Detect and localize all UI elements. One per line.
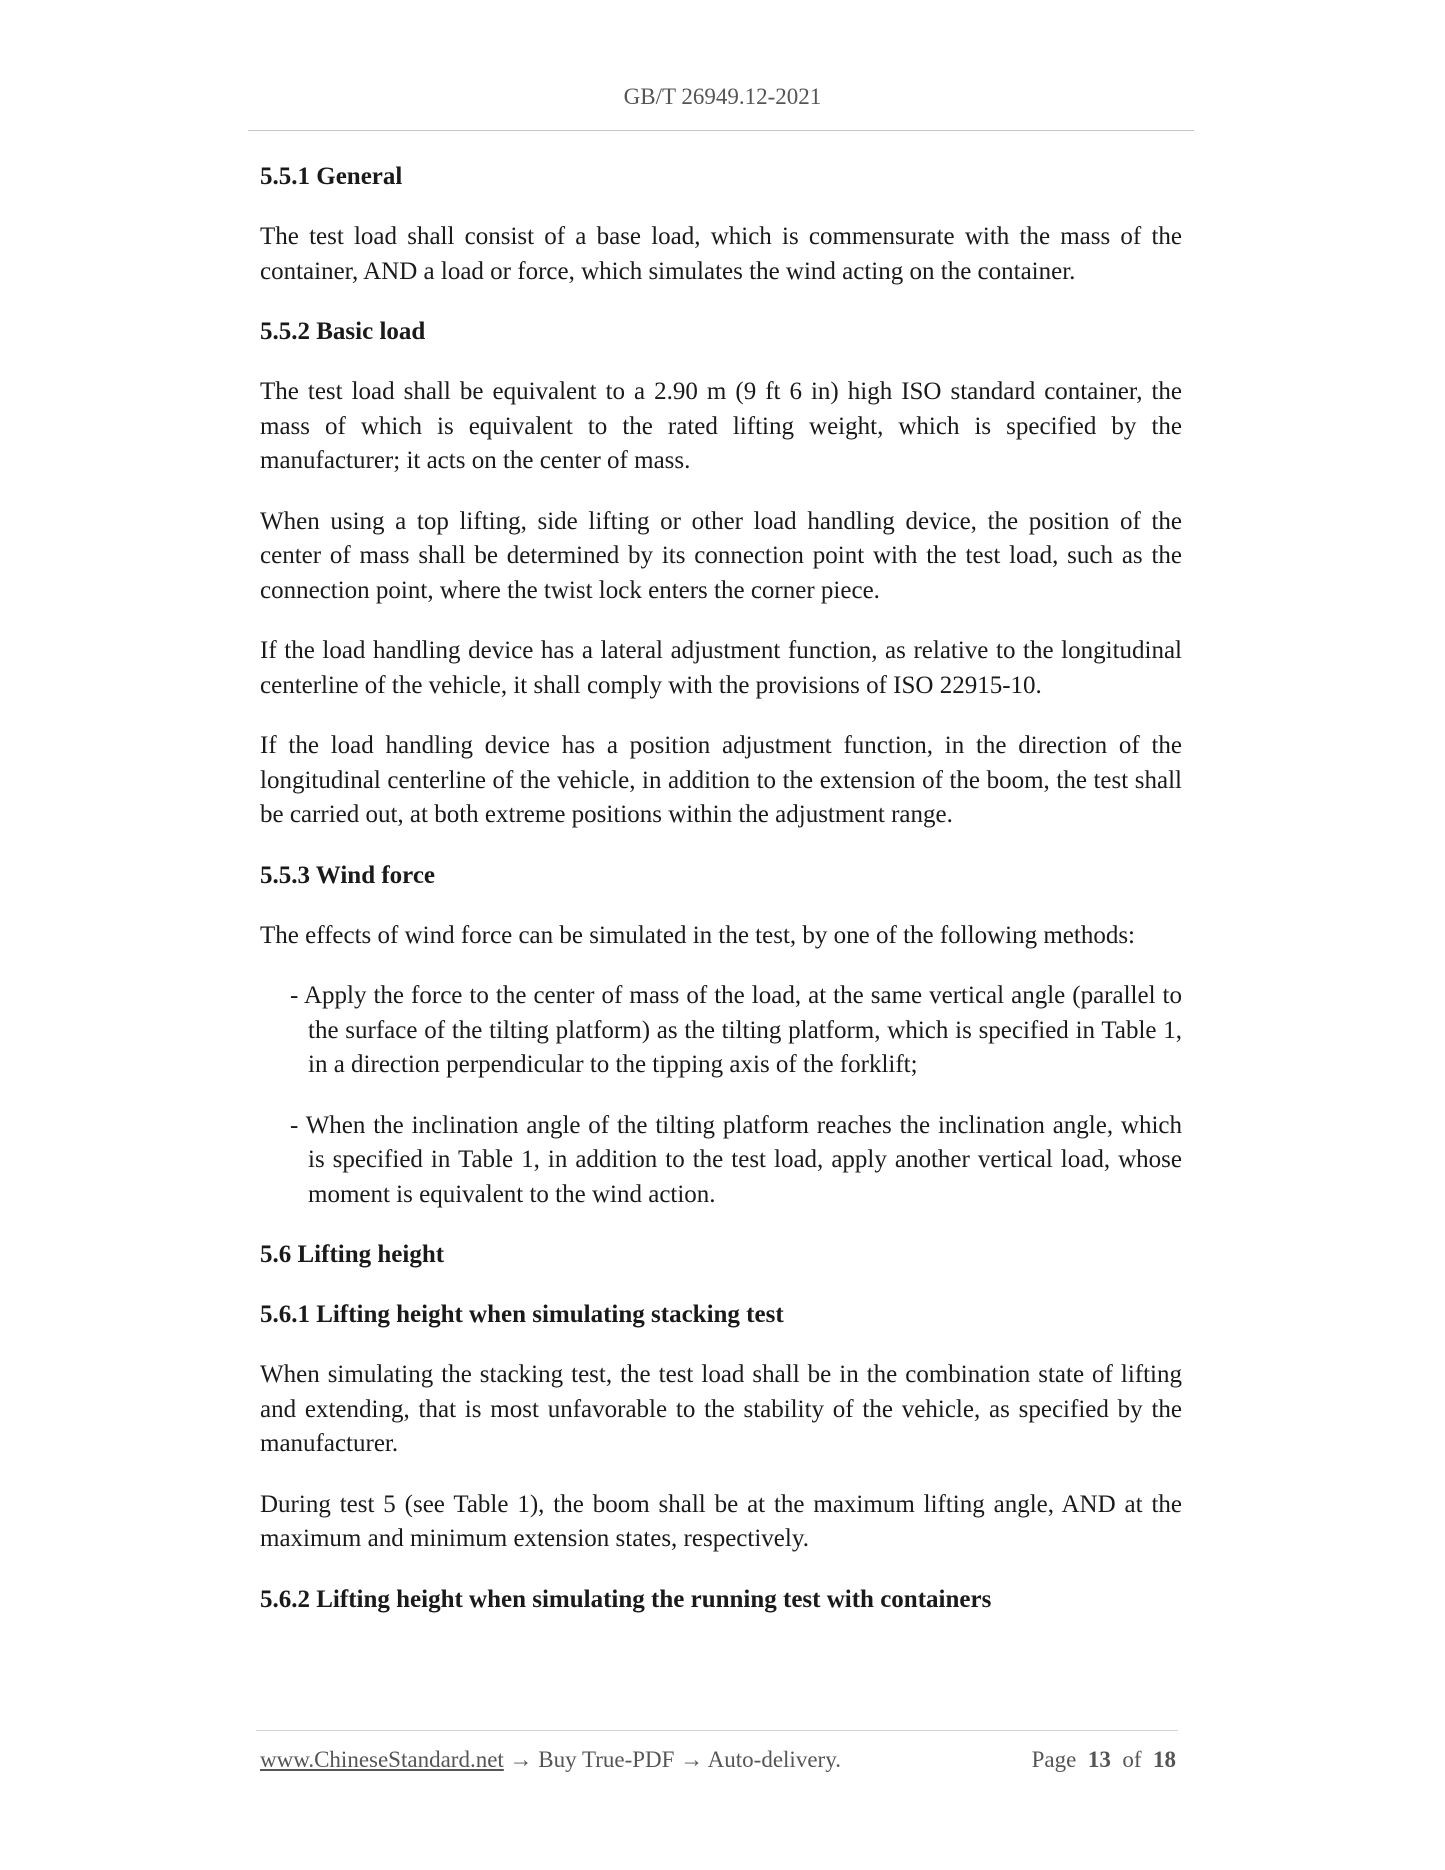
paragraph: If the load handling device has a position adjustment function, in the direction of the longitudinal centerline of the vehicle, in addition to the extension of the boom, the test shall be carried out, at both extreme positions within the adjustment range. bbox=[260, 732, 1182, 828]
paragraph: When using a top lifting, side lifting or other load handling device, the position of the center of mass shall be determined by its connection point with the test load, such as the connection point, where the twist lock enters the corner piece. bbox=[260, 507, 1182, 604]
section-heading-5-6: 5.6 Lifting height bbox=[260, 1241, 445, 1268]
footer-divider bbox=[256, 1730, 1178, 1731]
section-heading-5-6-2: 5.6.2 Lifting height when simulating the running test with containers bbox=[260, 1585, 992, 1613]
paragraph: When simulating the stacking test, the test load shall be in the combination state of lifting and extending, that is most unfavorable to the stability of the vehicle, as specified by the manufacturer. bbox=[260, 1361, 1182, 1457]
section-heading-5-5-1: 5.5.1 General bbox=[260, 163, 403, 190]
page-number bbox=[1032, 1747, 1176, 1773]
list-item: - When the inclination angle of the tilting platform reaches the inclination angle, which is specified in Table 1, in addition to the test load, apply another vertical load, whose moment is equivalent to the wind action. bbox=[290, 1111, 1182, 1208]
current-page-number: 13 bbox=[1087, 1747, 1111, 1772]
auto-delivery-text: Auto-delivery. bbox=[707, 1747, 841, 1772]
arrow-right-icon: → bbox=[674, 1747, 708, 1772]
section-heading-5-5-2: 5.5.2 Basic load bbox=[260, 318, 426, 345]
paragraph: During test 5 (see Table 1), the boom shall be at the maximum lifting angle, AND at the maximum and minimum extension states, respectively. bbox=[260, 1490, 1182, 1552]
paragraph: The effects of wind force can be simulated in the test, by one of the following methods: bbox=[260, 921, 1135, 949]
list-item: - Apply the force to the center of mass of the load, at the same vertical angle (parallel to the surface of the tilting platform) as the tilting platform, which is specified in Table 1, in a direction perpendicular to the tipping axis of the forklift; bbox=[290, 982, 1182, 1078]
section-heading-5-6-1: 5.6.1 Lifting height when simulating stacking test bbox=[260, 1301, 784, 1328]
page-label: Page bbox=[1031, 1747, 1077, 1772]
page-content bbox=[260, 160, 1182, 1643]
paragraph: The test load shall be equivalent to a 2.90 m (9 ft 6 in) high ISO standard container, the mass of which is equivalent to the rated lifting weight, which is specified by the manufacturer; it acts on the center of mass. bbox=[260, 378, 1182, 474]
paragraph: If the load handling device has a lateral adjustment function, as relative to the longitudinal centerline of the vehicle, it shall comply with the provisions of ISO 22915-10. bbox=[260, 637, 1182, 699]
arrow-right-icon: → bbox=[503, 1747, 539, 1772]
document-id-header: GB/T 26949.12-2021 bbox=[623, 84, 822, 109]
website-link[interactable]: www.ChineseStandard.net bbox=[260, 1747, 504, 1772]
header-divider bbox=[248, 130, 1194, 131]
section-heading-5-5-3: 5.5.3 Wind force bbox=[260, 861, 436, 889]
paragraph: The test load shall consist of a base load, which is commensurate with the mass of the container, AND a load or force, which simulates the wind acting on the container. bbox=[260, 223, 1182, 285]
footer-links bbox=[260, 1747, 841, 1773]
of-label: of bbox=[1122, 1747, 1142, 1772]
total-pages-number: 18 bbox=[1153, 1747, 1176, 1772]
buy-pdf-text: Buy True-PDF bbox=[538, 1747, 675, 1772]
